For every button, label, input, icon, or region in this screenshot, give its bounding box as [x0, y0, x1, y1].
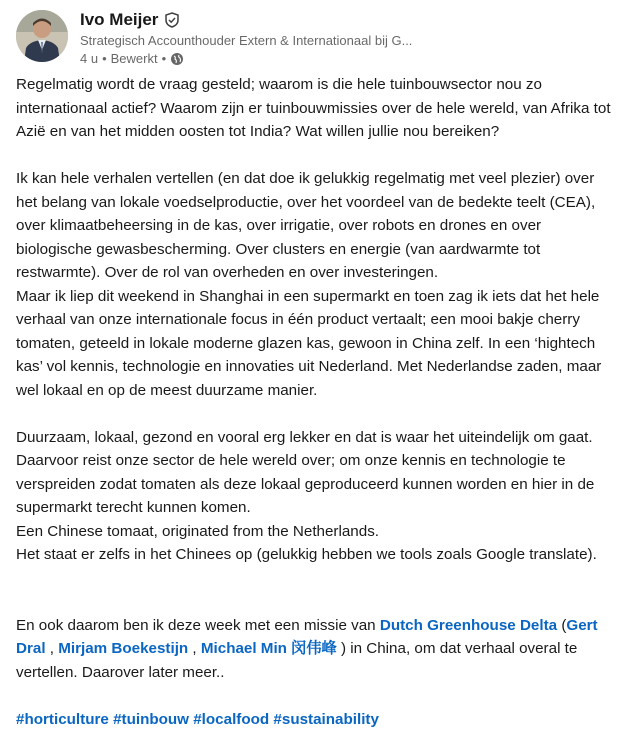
post-header: [16, 6, 412, 68]
author-name[interactable]: Ivo Meijer: [80, 10, 159, 29]
globe-icon: [170, 52, 184, 66]
meta-separator-2: •: [161, 51, 167, 66]
mention-separator: ,: [45, 640, 59, 657]
hashtag-localfood[interactable]: #localfood: [193, 710, 270, 728]
spacer: [16, 567, 616, 614]
paragraph-5: Een Chinese tomaat, originated from the Netherlands.: [16, 522, 380, 540]
paragraph-1: Regelmatig wordt de vraag gesteld; waarom is die hele tuinbouwsector nou zo internationaal actief? Waarom zijn er tuinbouwmissies over de hele wereld, van Afrika tot Azië en van het midden oosten tot India? Wat willen jullie nou bereiken?: [16, 76, 611, 140]
avatar[interactable]: [16, 10, 68, 62]
edited-label: Bewerkt: [110, 51, 158, 66]
mention-separator: ,: [188, 640, 201, 657]
hashtag-sustainability[interactable]: #sustainability: [273, 710, 379, 728]
paragraph-6: Het staat er zelfs in het Chinees op (gelukkig hebben we tools zoals Google translate).: [16, 546, 597, 563]
author-meta: [80, 6, 412, 68]
meta-separator: •: [102, 51, 107, 66]
hashtag-horticulture[interactable]: #horticulture: [16, 710, 109, 728]
hashtag-row: [16, 708, 616, 732]
paragraph-4: Duurzaam, lokaal, gezond en vooral erg lekker en dat is waar het uiteindelijk om gaat. Daarvoor reist onze sector de hele wereld over; om onze kennis en technologie te verspreiden zodat tomaten als deze lokaal geproduceerd kunnen worden en hier in de supermarkt terecht kunnen komen.: [16, 428, 595, 516]
paragraph-3: Maar ik liep dit weekend in Shanghai in een supermarkt en toen zag ik iets dat het hele verhaal van onze internationale focus in één product vertaalt; een mooi bakje cherry tomaten, geteeld in lokale moderne glazen kas, gewoon in China zelf. In een ‘hightech kas’ vol kennis, technologie en innovaties uit Nederland. Met Nederlandse zaden, maar wel lokaal en op de meest duurzame manier.: [16, 287, 602, 399]
post-timestamp: [80, 50, 412, 68]
mention-michael-min[interactable]: Michael Min 闵伟峰: [200, 640, 337, 657]
paragraph-7: [16, 614, 616, 685]
spacer: [16, 402, 616, 426]
verified-shield-icon: [164, 12, 180, 28]
post-body: [16, 73, 616, 731]
paren-open: (: [557, 616, 567, 634]
mission-outro-text: ) in China, om dat verhaal overal te vertellen. Daarover later meer..: [16, 640, 578, 681]
author-headline: Strategisch Accounthouder Extern & Internationaal bij G...: [80, 33, 413, 48]
hashtag-tuinbouw[interactable]: #tuinbouw: [113, 710, 189, 728]
post-time: 4 u: [80, 51, 99, 66]
mention-mirjam-boekestijn[interactable]: Mirjam Boekestijn: [58, 640, 189, 657]
spacer: [16, 144, 616, 168]
paragraph-2: Ik kan hele verhalen vertellen (en dat doe ik gelukkig regelmatig met veel plezier) over het belang van lokale voedselproductie, over het voordeel van de bedekte teelt (CEA), over klimaatbeheersing in de kas, over irrigatie, over robots en drones en over biologische gewasbescherming. Over clusters en energie (van aardwarmte tot restwarmte). Over de rol van overheden en over investeringen.: [16, 170, 596, 281]
spacer: [16, 684, 616, 708]
mission-intro-text: En ook daarom ben ik deze week met een missie van: [16, 616, 380, 634]
mention-dutch-greenhouse-delta[interactable]: Dutch Greenhouse Delta: [379, 616, 558, 634]
mention-gert-dral[interactable]: Gert Dral: [16, 616, 598, 657]
name-row: [80, 8, 412, 32]
